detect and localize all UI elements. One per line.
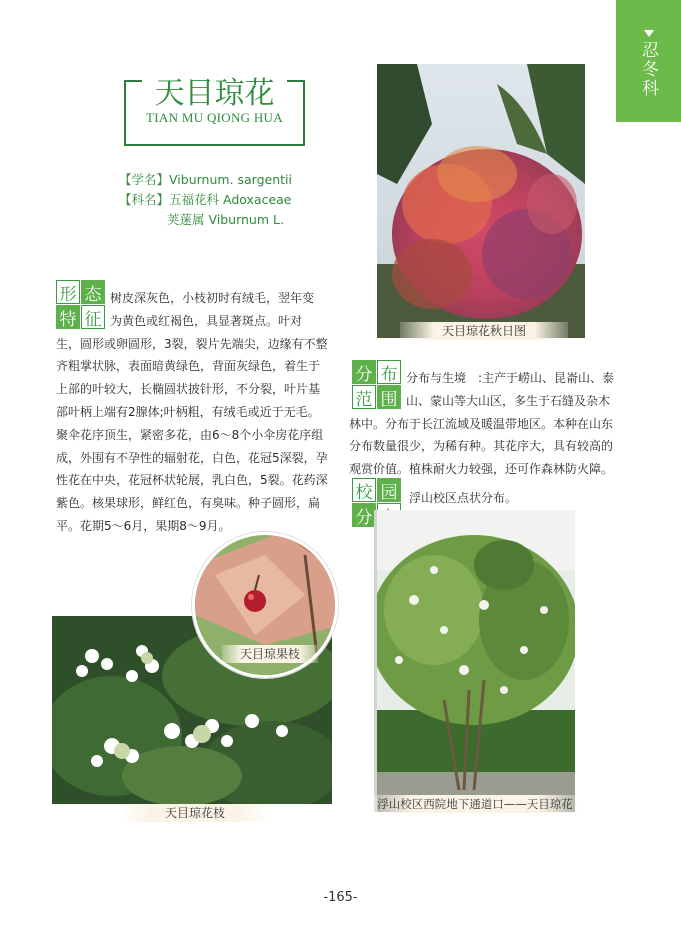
distribution-badge: 分 布 范 围 <box>352 360 401 409</box>
autumn-caption: 天目琼花秋日图 <box>400 322 568 340</box>
page-title: 天目琼花 <box>124 68 305 112</box>
campus-shrub-image <box>374 510 575 812</box>
fruit-caption: 天目琼果枝 <box>222 645 318 663</box>
genus-name: 荚蒾属 Viburnum L. <box>167 212 284 227</box>
page-number: -165- <box>323 890 358 905</box>
campus-photo <box>374 510 575 812</box>
morphology-badge: 形 态 特 征 <box>56 280 105 329</box>
latin-name: Viburnum. sargentii <box>169 172 292 187</box>
autumn-photo <box>377 64 585 338</box>
morphology-text: 树皮深灰色，小枝初时有绒毛，翌年变 为黄色或红褐色，具显著斑点。叶对 生，圆形或卵圆形，3裂，裂片先端尖，边缘有不整 齐粗掌状脉，表面暗黄绿色，背面灰绿色，着生于 上部的叶较大，长椭圆状披针形，不分裂，叶片基 部叶柄上端有2腺体;叶柄粗，有绒毛或近于无毛。 聚伞花序顶生，紧密多花，由6～8个小伞房花序组 成，外围有不孕性的辐射花，白色，花冠5深裂，孕 性花在中央，花冠杯状轮展，乳白色，5裂。花药深 紫色。核果球形，鲜红色，有臭味。种子圆形，扁 平。花期5～6月，果期8～9月。 <box>56 291 328 533</box>
scientific-names <box>119 170 292 230</box>
triangle-down-icon <box>644 30 654 37</box>
title-block <box>124 68 305 146</box>
family-name: 五福花科 Adoxaceae <box>169 192 292 207</box>
family-tag: 【科名】 <box>119 192 170 207</box>
autumn-shrub-image <box>377 64 585 338</box>
campus-text: 浮山校区点状分布。 <box>409 491 518 505</box>
latin-tag: 【学名】 <box>119 172 170 187</box>
distribution-text: 分布与生境 :主产于崂山、昆嵛山、泰 山、蒙山等大山区，多生于石缝及杂木 林中。分布于长江流域及暖温带地区。本种在山东 分布数量很少，为稀有种。其花序大，具有较高的 观赏价值。植株耐火力较强，还可作森林防火障。 <box>349 371 615 477</box>
category-label: 忍冬科 <box>638 41 658 98</box>
campus-badge: 校 园 分 <box>352 478 401 527</box>
flower-caption: 天目琼花枝 <box>120 804 270 822</box>
category-tab <box>616 0 681 122</box>
page-title-pinyin: TIAN MU QIONG HUA <box>146 110 283 125</box>
campus-caption: 浮山校区西院地下通道口——天目琼花 <box>370 795 580 813</box>
